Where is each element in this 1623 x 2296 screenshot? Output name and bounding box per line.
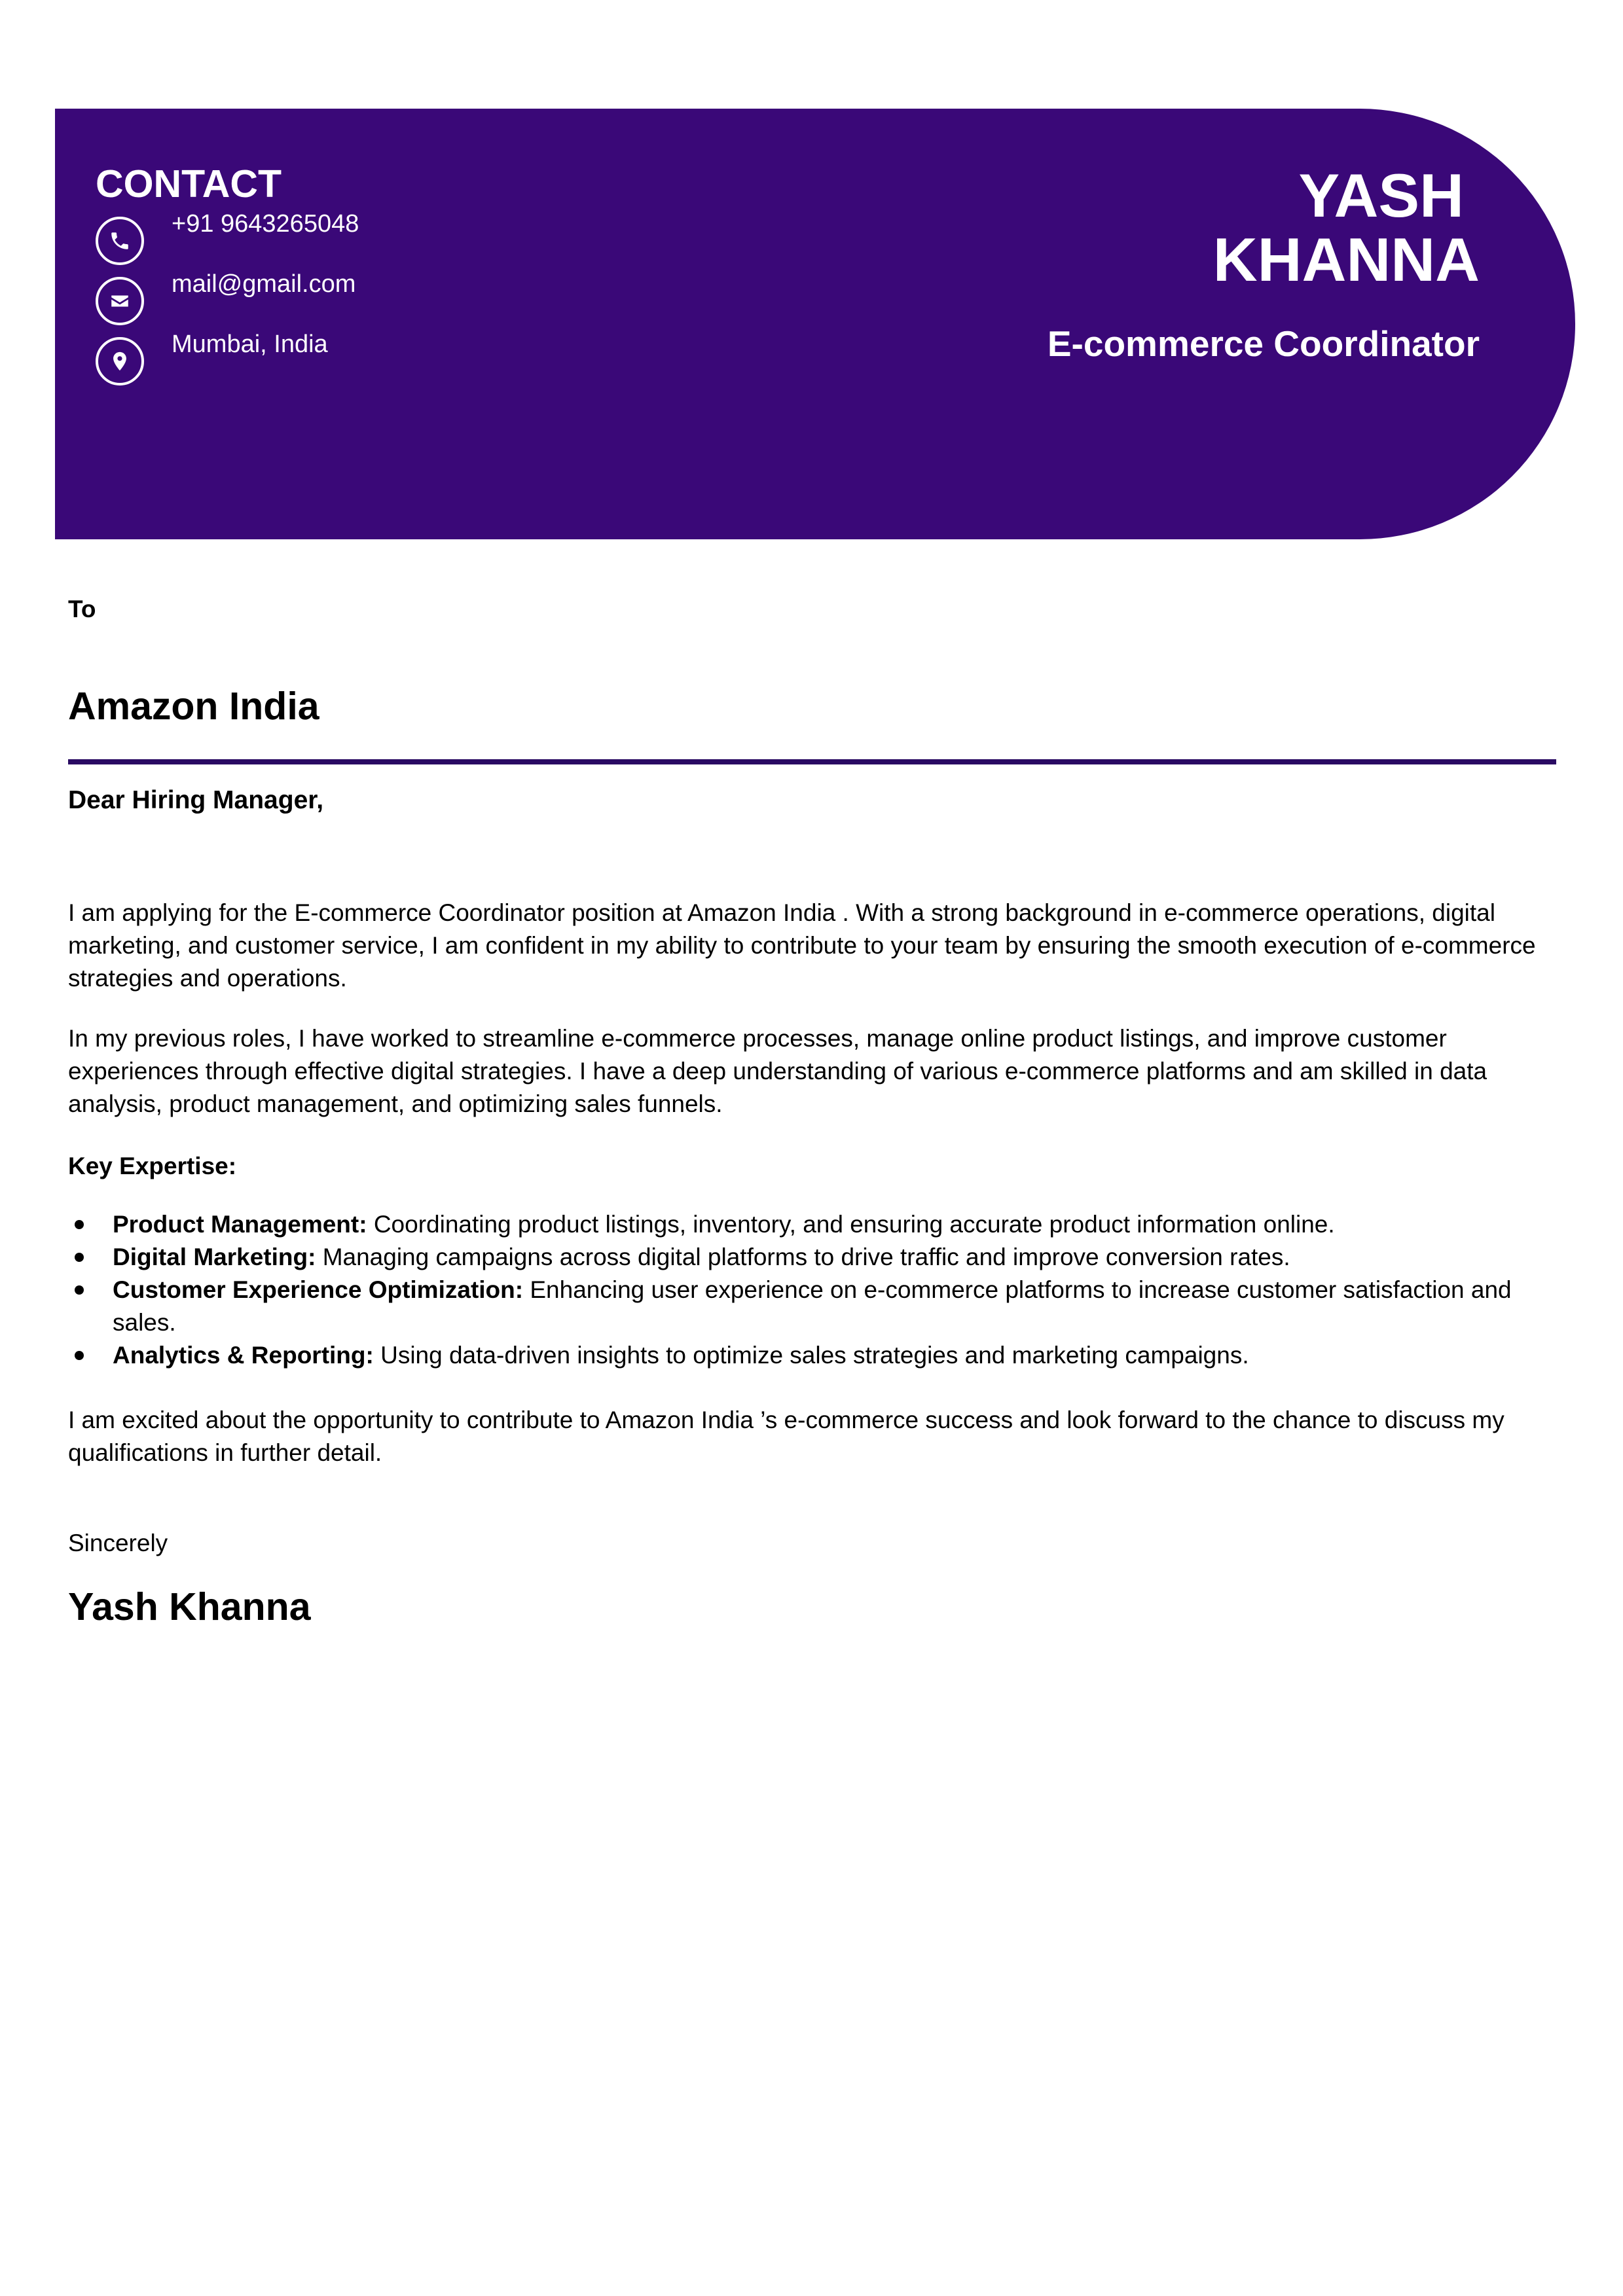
- expertise-text: Coordinating product listings, inventory, and ensuring accurate product information online.: [367, 1211, 1335, 1238]
- contact-location: [96, 332, 685, 388]
- contact-email-text: mail@gmail.com: [172, 270, 356, 298]
- list-item: [68, 1339, 1554, 1372]
- contact-heading: CONTACT: [96, 162, 282, 206]
- to-label: To: [68, 596, 96, 622]
- expertise-text: Managing campaigns across digital platforms to drive traffic and improve conversion rates.: [316, 1244, 1290, 1270]
- phone-icon: [96, 217, 144, 265]
- sign-off: Sincerely: [68, 1530, 168, 1556]
- expertise-label: Analytics & Reporting:: [113, 1342, 374, 1369]
- expertise-label: Customer Experience Optimization:: [113, 1276, 524, 1303]
- company-name: Amazon India: [68, 685, 319, 728]
- header-banner: [55, 109, 1575, 539]
- list-item: [68, 1241, 1554, 1274]
- contact-location-text: Mumbai, India: [172, 331, 328, 358]
- expertise-list: [68, 1208, 1554, 1372]
- expertise-heading: Key Expertise:: [68, 1153, 237, 1179]
- paragraph-intro: I am applying for the E-commerce Coordinator position at Amazon India . With a strong background in e-commerce operations, digital marketing, and customer service, I am confident in my ability to contribute to your team by ensuring the smooth execution of e-commerce strategies and operations.: [68, 899, 1536, 992]
- applicant-last-name: KHANNA: [1213, 225, 1480, 294]
- expertise-text: Enhancing user experience on e-commerce platforms to increase customer satisfaction and sales.: [113, 1276, 1512, 1336]
- applicant-first-name: YASH: [1298, 161, 1464, 230]
- list-item: [68, 1208, 1554, 1241]
- contact-email: [96, 272, 685, 328]
- list-item: [68, 1274, 1554, 1339]
- contact-phone-text: +91 9643265048: [172, 210, 359, 238]
- email-icon: [96, 277, 144, 325]
- signature-name: Yash Khanna: [68, 1585, 311, 1628]
- location-icon: [96, 337, 144, 386]
- divider: [68, 759, 1556, 764]
- job-title: E-commerce Coordinator: [1047, 323, 1480, 364]
- expertise-label: Digital Marketing:: [113, 1244, 316, 1270]
- paragraph-closing: I am excited about the opportunity to contribute to Amazon India ’s e-commerce success and look forward to the chance to discuss my qualifications in further detail.: [68, 1407, 1504, 1466]
- expertise-label: Product Management:: [113, 1211, 367, 1238]
- expertise-text: Using data-driven insights to optimize sales strategies and marketing campaigns.: [373, 1342, 1249, 1369]
- contact-phone: [96, 211, 685, 268]
- applicant-name: [890, 161, 1480, 294]
- paragraph-experience: In my previous roles, I have worked to streamline e-commerce processes, manage online product listings, and improve customer experiences through effective digital strategies. I have a deep understanding of various e-commerce platforms and am skilled in data analysis, product management, and optimizing sales funnels.: [68, 1025, 1487, 1117]
- greeting: Dear Hiring Manager,: [68, 786, 324, 814]
